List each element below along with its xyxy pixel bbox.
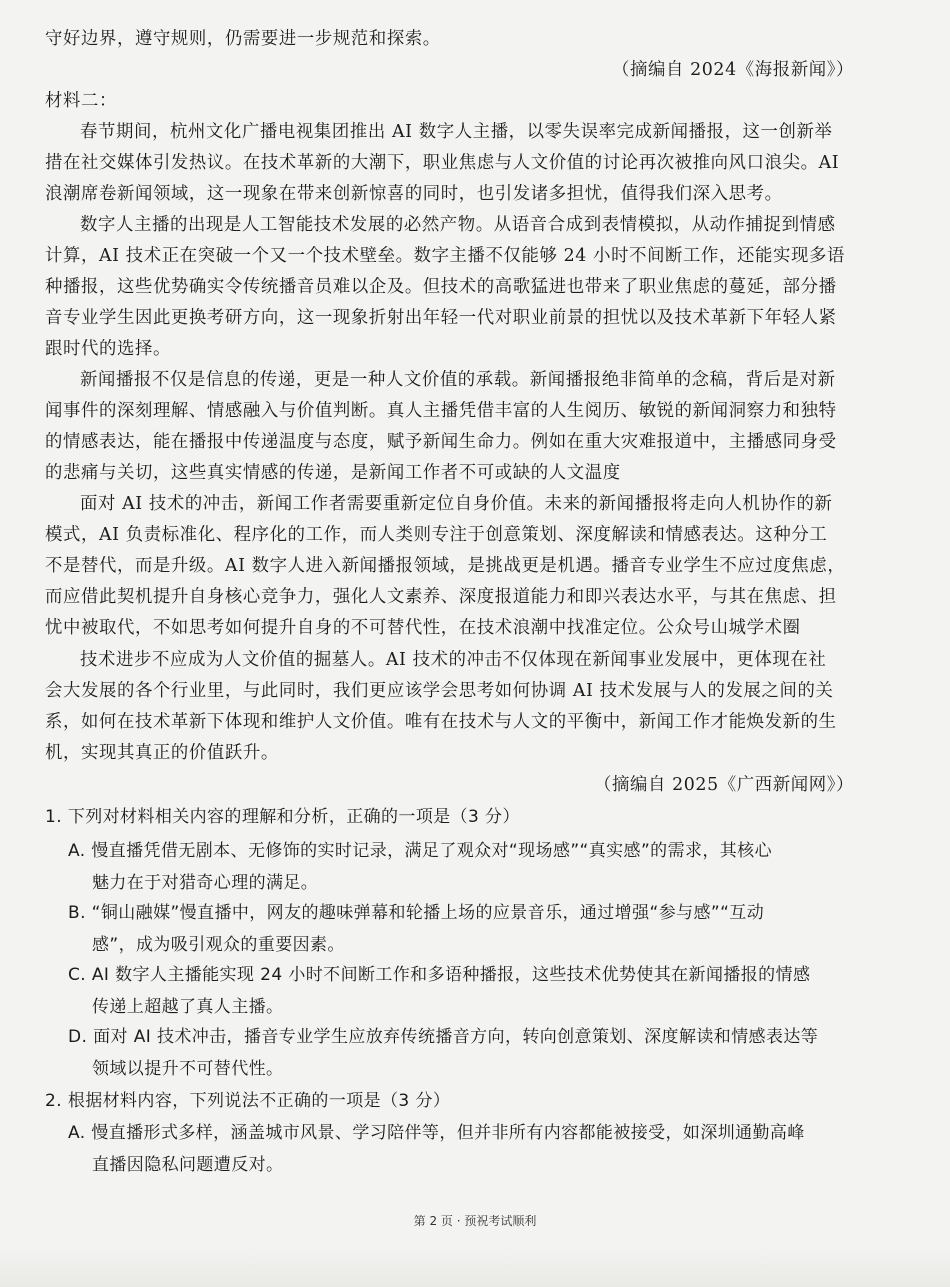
paragraph-line: 不是替代，而是升级。AI 数字人进入新闻播报领域，是挑战更是机遇。播音专业学生不应过度焦虑， (45, 556, 846, 576)
question-1-stem: 1. 下列对材料相关内容的理解和分析，正确的一项是（3 分） (45, 807, 520, 827)
paragraph-line: 面对 AI 技术的冲击，新闻工作者需要重新定位自身价值。未来的新闻播报将走向人机协作的新 (80, 494, 833, 514)
paragraph-line: 机，实现其真正的价值跃升。 (45, 743, 279, 763)
q1-option-d-cont: 领域以提升不可替代性。 (92, 1059, 284, 1079)
paragraph-line: 而应借此契机提升自身核心竞争力，强化人文素养、深度报道能力和即兴表达水平，与其在焦虑、担 (45, 587, 837, 607)
paragraph-line: 系，如何在技术革新下体现和维护人文价值。唯有在技术与人文的平衡中，新闻工作才能焕发新的生 (45, 712, 837, 732)
paragraph-line: 措在社交媒体引发热议。在技术革新的大潮下，职业焦虑与人文价值的讨论再次被推向风口浪尖。AI (45, 153, 840, 173)
paragraph-line: 忧中被取代，不如思考如何提升自身的不可替代性，在技术浪潮中找准定位。公众号山城学术圈 (45, 618, 801, 638)
paragraph-line: 新闻播报不仅是信息的传递，更是一种人文价值的承载。新闻播报绝非简单的念稿，背后是对新 (80, 370, 836, 390)
q1-option-a: A. 慢直播凭借无剧本、无修饰的实时记录，满足了观众对“现场感”“真实感”的需求，其核心 (68, 841, 772, 861)
paragraph-line: 计算，AI 技术正在突破一个又一个技术壁垒。数字主播不仅能够 24 小时不间断工作，还能实现多语 (45, 246, 845, 266)
paragraph-line: 浪潮席卷新闻领域，这一现象在带来创新惊喜的同时，也引发诸多担忧，值得我们深入思考。 (45, 184, 783, 204)
paragraph-line: 种播报，这些优势确实令传统播音员难以企及。但技术的高歌猛进也带来了职业焦虑的蔓延，部分播 (45, 277, 837, 297)
q1-option-a-cont: 魅力在于对猎奇心理的满足。 (92, 873, 319, 893)
passage-continuation: 守好边界，遵守规则，仍需要进一步规范和探索。 (45, 29, 441, 49)
paragraph-line: 闻事件的深刻理解、情感融入与价值判断。真人主播凭借丰富的人生阅历、敏锐的新闻洞察力和独特 (45, 401, 837, 421)
page-footer: 第 2 页 · 预祝考试顺利 (413, 1214, 537, 1228)
paragraph-line: 的情感表达，能在播报中传递温度与态度，赋予新闻生命力。例如在重大灾难报道中，主播感同身受 (45, 432, 837, 452)
paragraph-line: 技术进步不应成为人文价值的掘墓人。AI 技术的冲击不仅体现在新闻事业发展中，更体现在社 (80, 650, 827, 670)
page-bottom-shade (0, 1247, 950, 1287)
paragraph-line: 音专业学生因此更换考研方向，这一现象折射出年轻一代对职业前景的担忧以及技术革新下年轻人紧 (45, 308, 837, 328)
paragraph-line: 春节期间，杭州文化广播电视集团推出 AI 数字人主播，以零失误率完成新闻播报，这一创新举 (80, 122, 833, 142)
q1-option-d: D. 面对 AI 技术冲击，播音专业学生应放弃传统播音方向，转向创意策划、深度解读和情感表达等 (68, 1027, 819, 1047)
source-citation-2: （摘编自 2025《广西新闻网》） (594, 775, 854, 795)
paragraph-line: 模式，AI 负责标准化、程序化的工作，而人类则专注于创意策划、深度解读和情感表达。这种分工 (45, 525, 828, 545)
q1-option-b-cont: 感”，成为吸引观众的重要因素。 (92, 935, 345, 955)
source-citation-1: （摘编自 2024《海报新闻》） (612, 60, 854, 80)
q2-option-a-cont: 直播因隐私问题遭反对。 (92, 1155, 284, 1175)
q2-option-a: A. 慢直播形式多样，涵盖城市风景、学习陪伴等，但并非所有内容都能被接受，如深圳通勤高峰 (68, 1123, 805, 1143)
paragraph-line: 跟时代的选择。 (45, 339, 171, 359)
q1-option-c-cont: 传递上超越了真人主播。 (92, 997, 284, 1017)
material-2-title: 材料二： (45, 91, 117, 111)
q1-option-c: C. AI 数字人主播能实现 24 小时不间断工作和多语种播报，这些技术优势使其在新闻播报的情感 (68, 965, 811, 985)
paragraph-line: 数字人主播的出现是人工智能技术发展的必然产物。从语音合成到表情模拟，从动作捕捉到情感 (80, 215, 836, 235)
paragraph-line: 的悲痛与关切，这些真实情感的传递，是新闻工作者不可或缺的人文温度 (45, 463, 621, 483)
q1-option-b: B. “铜山融媒”慢直播中，网友的趣味弹幕和轮播上场的应景音乐，通过增强“参与感”“互动 (68, 903, 765, 923)
paragraph-line: 会大发展的各个行业里，与此同时，我们更应该学会思考如何协调 AI 技术发展与人的发展之间的关 (45, 681, 834, 701)
question-2-stem: 2. 根据材料内容，下列说法不正确的一项是（3 分） (45, 1091, 451, 1111)
